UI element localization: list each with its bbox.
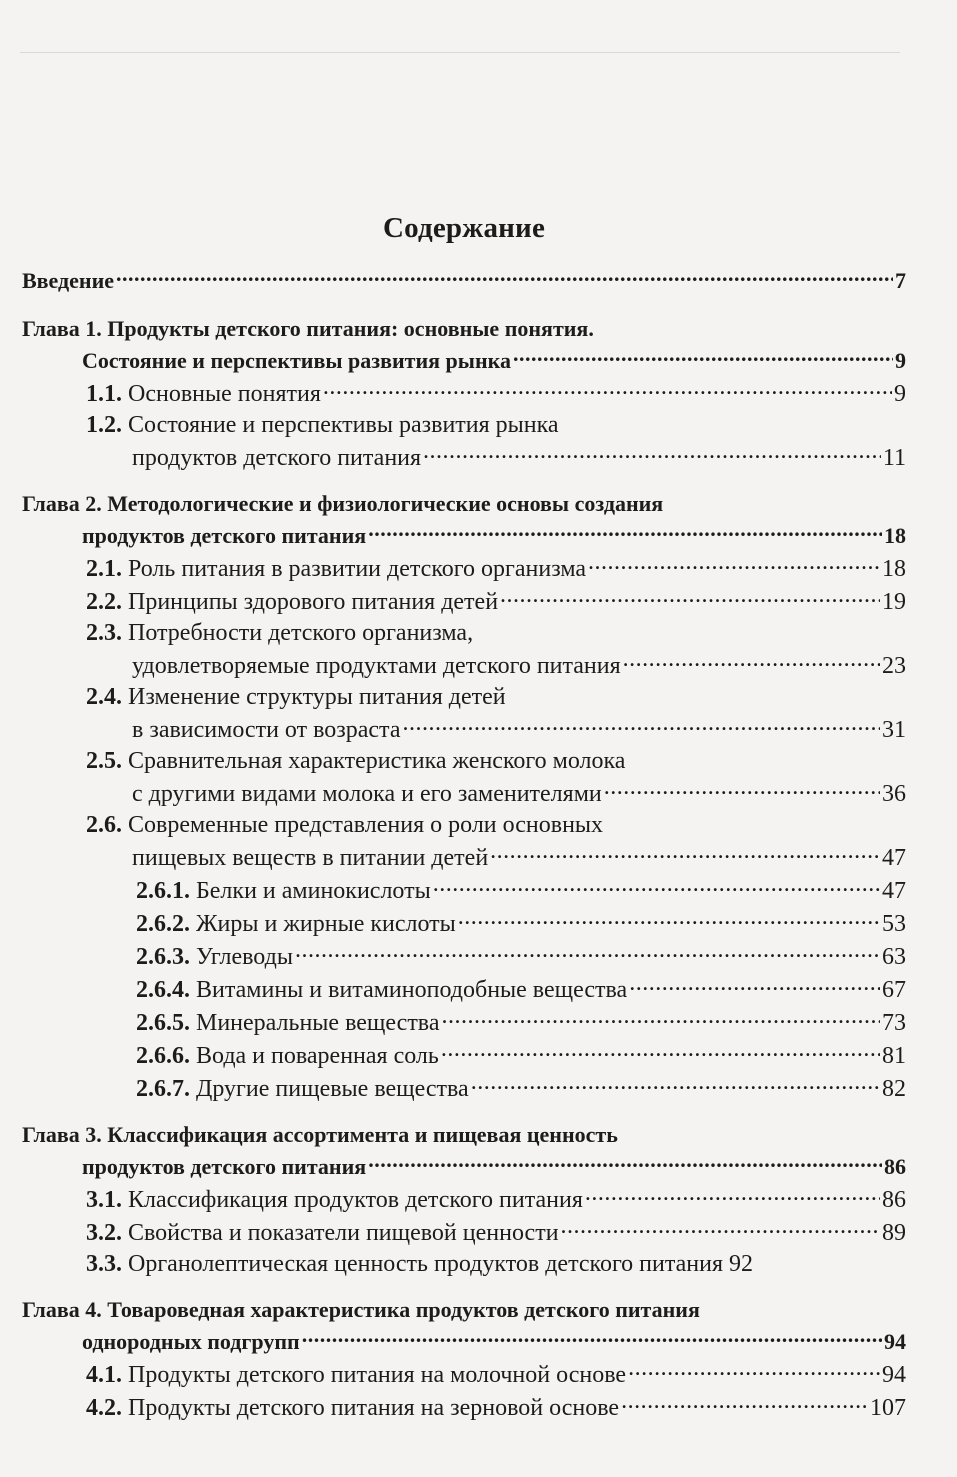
toc-entry: [22, 265, 906, 297]
leader-dots: [302, 1327, 882, 1349]
toc-row: [22, 377, 906, 410]
toc-row: [22, 1326, 906, 1358]
entry-title: Глава 3. Классификация ассортимента и пищевая ценность: [22, 1122, 618, 1147]
toc-row: [22, 973, 906, 1006]
entry-number: 2.6.5.: [136, 1010, 190, 1036]
entry-title: Продукты детского питания на молочной основе: [128, 1362, 627, 1388]
entry-title: Сравнительная характеристика женского молока: [128, 748, 626, 774]
toc-entry: [22, 1039, 906, 1072]
toc-page: [22, 200, 906, 1424]
toc-row: [22, 265, 906, 297]
entry-number: 1.1.: [86, 381, 122, 407]
page-number: 86: [884, 1154, 906, 1179]
entry-title: Современные представления о роли основных: [128, 812, 604, 838]
entry-title: Потребности детского организма,: [128, 620, 474, 646]
leader-dots: [623, 649, 880, 673]
toc-row: [22, 1151, 906, 1183]
entry-title: Жиры и жирные кислоты: [196, 911, 456, 937]
toc-row-continued: [22, 1119, 906, 1151]
page-title: Содержание: [382, 212, 546, 244]
entry-number: 2.6.1.: [136, 878, 190, 904]
toc-entry: [22, 940, 906, 973]
leader-dots: [368, 521, 882, 543]
entry-title: Глава 4. Товароведная характеристика продуктов детского питания: [22, 1297, 700, 1322]
leader-dots: [500, 585, 880, 609]
toc-entry: [22, 1006, 906, 1039]
toc-entry: [22, 1391, 906, 1424]
entry-title: Принципы здорового питания детей: [128, 589, 499, 615]
toc-entry: [22, 1358, 906, 1391]
leader-dots: [433, 874, 880, 898]
toc-row-continued: [22, 618, 906, 649]
toc-row: [22, 1039, 906, 1072]
entry-number: 2.6.3.: [136, 944, 190, 970]
page-number: 86: [882, 1187, 906, 1213]
page-number: 81: [882, 1043, 906, 1069]
toc-entry: [22, 1249, 906, 1280]
toc-row-continued: [22, 1294, 906, 1326]
entry-title: Изменение структуры питания детей: [128, 684, 506, 710]
entry-number: 2.6.: [86, 812, 122, 838]
entry-title: Основные понятия: [128, 381, 321, 407]
toc-row: [22, 585, 906, 618]
entry-title: Органолептическая ценность продуктов детского питания 92: [128, 1251, 754, 1277]
toc-entry: [22, 313, 906, 377]
toc-entry: [22, 618, 906, 682]
toc-row-continued: [22, 410, 906, 441]
page-number: 94: [882, 1362, 906, 1388]
leader-dots: [628, 1358, 880, 1382]
page-number: 47: [882, 845, 906, 871]
leader-dots: [604, 777, 880, 801]
toc-entry: [22, 552, 906, 585]
entry-title: Продукты детского питания на зерновой основе: [128, 1395, 620, 1421]
entry-title: Белки и аминокислоты: [196, 878, 431, 904]
leader-dots: [621, 1391, 868, 1415]
entry-title: пищевых веществ в питании детей: [132, 845, 489, 871]
entry-title: с другими видами молока и его заменителями: [132, 781, 602, 807]
toc-row: [22, 1006, 906, 1039]
toc-list: [22, 265, 906, 1424]
page-number: 47: [882, 878, 906, 904]
toc-row: [22, 1358, 906, 1391]
toc-row: [22, 907, 906, 940]
entry-title: продуктов детского питания: [132, 445, 422, 471]
leader-dots: [471, 1072, 880, 1096]
toc-row: [22, 520, 906, 552]
page-number: 63: [882, 944, 906, 970]
entry-number: 3.2.: [86, 1220, 122, 1246]
leader-dots: [295, 940, 880, 964]
page-number: 11: [882, 445, 906, 471]
entry-title: Вода и поваренная соль: [196, 1043, 439, 1069]
leader-dots: [490, 841, 880, 865]
leader-dots: [513, 346, 893, 368]
toc-row: [22, 1072, 906, 1105]
entry-title: Классификация продуктов детского питания: [128, 1187, 583, 1213]
leader-dots: [323, 377, 892, 401]
entry-title: продуктов детского питания: [82, 1154, 367, 1179]
leader-dots: [368, 1152, 882, 1174]
page-number: 89: [882, 1220, 906, 1246]
leader-dots: [561, 1216, 880, 1240]
toc-entry: [22, 410, 906, 474]
toc-row: [22, 552, 906, 585]
entry-number: 2.1.: [86, 556, 122, 582]
toc-row-continued: [22, 313, 906, 345]
toc-row: [22, 1391, 906, 1424]
page-number: 107: [870, 1395, 906, 1421]
toc-entry: [22, 1183, 906, 1216]
page-number: 36: [882, 781, 906, 807]
toc-row: [22, 345, 906, 377]
entry-title: Состояние и перспективы развития рынка: [128, 412, 559, 438]
toc-entry: [22, 973, 906, 1006]
entry-title: Другие пищевые вещества: [196, 1076, 469, 1102]
page-number: 9: [894, 381, 906, 407]
entry-title: Введение: [22, 268, 115, 293]
toc-entry: [22, 810, 906, 874]
entry-number: 3.3.: [86, 1251, 122, 1277]
entry-title: продуктов детского питания: [82, 523, 367, 548]
entry-number: 2.6.2.: [136, 911, 190, 937]
toc-entry: [22, 1072, 906, 1105]
toc-row-continued: [22, 488, 906, 520]
toc-row: [22, 1216, 906, 1249]
leader-dots: [441, 1006, 880, 1030]
entry-title: Минеральные вещества: [196, 1010, 440, 1036]
entry-title: Свойства и показатели пищевой ценности: [128, 1220, 559, 1246]
entry-number: 3.1.: [86, 1187, 122, 1213]
toc-row: [22, 777, 906, 810]
toc-entry: [22, 682, 906, 746]
entry-number: 2.6.4.: [136, 977, 190, 1003]
leader-dots: [629, 973, 880, 997]
toc-row: [22, 649, 906, 682]
toc-row-continued: [22, 682, 906, 713]
entry-number: 2.3.: [86, 620, 122, 646]
entry-number: 2.6.6.: [136, 1043, 190, 1069]
toc-row: [22, 713, 906, 746]
leader-dots: [458, 907, 880, 931]
toc-entry: [22, 377, 906, 410]
entry-number: 1.2.: [86, 412, 122, 438]
toc-entry: [22, 1216, 906, 1249]
toc-row: [22, 841, 906, 874]
entry-title: Глава 2. Методологические и физиологические основы создания: [22, 491, 664, 516]
toc-entry: [22, 585, 906, 618]
entry-number: 2.6.7.: [136, 1076, 190, 1102]
toc-row-continued: [22, 810, 906, 841]
page-number: 9: [895, 348, 906, 373]
entry-title: удовлетворяемые продуктами детского питания: [132, 653, 621, 679]
show-through-rule: [20, 52, 900, 53]
entry-title: однородных подгрупп: [82, 1329, 300, 1354]
page-number: 7: [895, 268, 906, 293]
leader-dots: [402, 713, 880, 737]
entry-number: 4.1.: [86, 1362, 122, 1388]
page-number: 67: [882, 977, 906, 1003]
page-number: 23: [882, 653, 906, 679]
entry-title: Углеводы: [196, 944, 293, 970]
toc-entry: [22, 488, 906, 552]
entry-title: Глава 1. Продукты детского питания: основные понятия.: [22, 316, 594, 341]
entry-title: в зависимости от возраста: [132, 717, 401, 743]
toc-row: [22, 1183, 906, 1216]
leader-dots: [588, 552, 880, 576]
toc-entry: [22, 907, 906, 940]
toc-row-continued: [22, 746, 906, 777]
entry-title: Витамины и витаминоподобные вещества: [196, 977, 628, 1003]
toc-entry: [22, 1119, 906, 1183]
toc-row: [22, 940, 906, 973]
leader-dots: [585, 1183, 880, 1207]
page-number: 82: [882, 1076, 906, 1102]
toc-entry: [22, 874, 906, 907]
toc-entry: [22, 746, 906, 810]
entry-title: Состояние и перспективы развития рынка: [82, 348, 511, 373]
toc-row: [22, 874, 906, 907]
page-number: 53: [882, 911, 906, 937]
page-number: 18: [882, 556, 906, 582]
page-number: 94: [884, 1329, 906, 1354]
page-number: 31: [882, 717, 906, 743]
page-number: 73: [882, 1010, 906, 1036]
toc-entry: [22, 1294, 906, 1358]
entry-number: 2.4.: [86, 684, 122, 710]
entry-number: 4.2.: [86, 1395, 122, 1421]
page-number: 18: [884, 523, 906, 548]
toc-row: [22, 441, 906, 474]
leader-dots: [423, 441, 881, 465]
entry-number: 2.2.: [86, 589, 122, 615]
leader-dots: [116, 266, 893, 288]
toc-row: [22, 1249, 906, 1280]
page-number: 19: [882, 589, 906, 615]
entry-number: 2.5.: [86, 748, 122, 774]
leader-dots: [441, 1039, 880, 1063]
entry-title: Роль питания в развитии детского организма: [128, 556, 587, 582]
